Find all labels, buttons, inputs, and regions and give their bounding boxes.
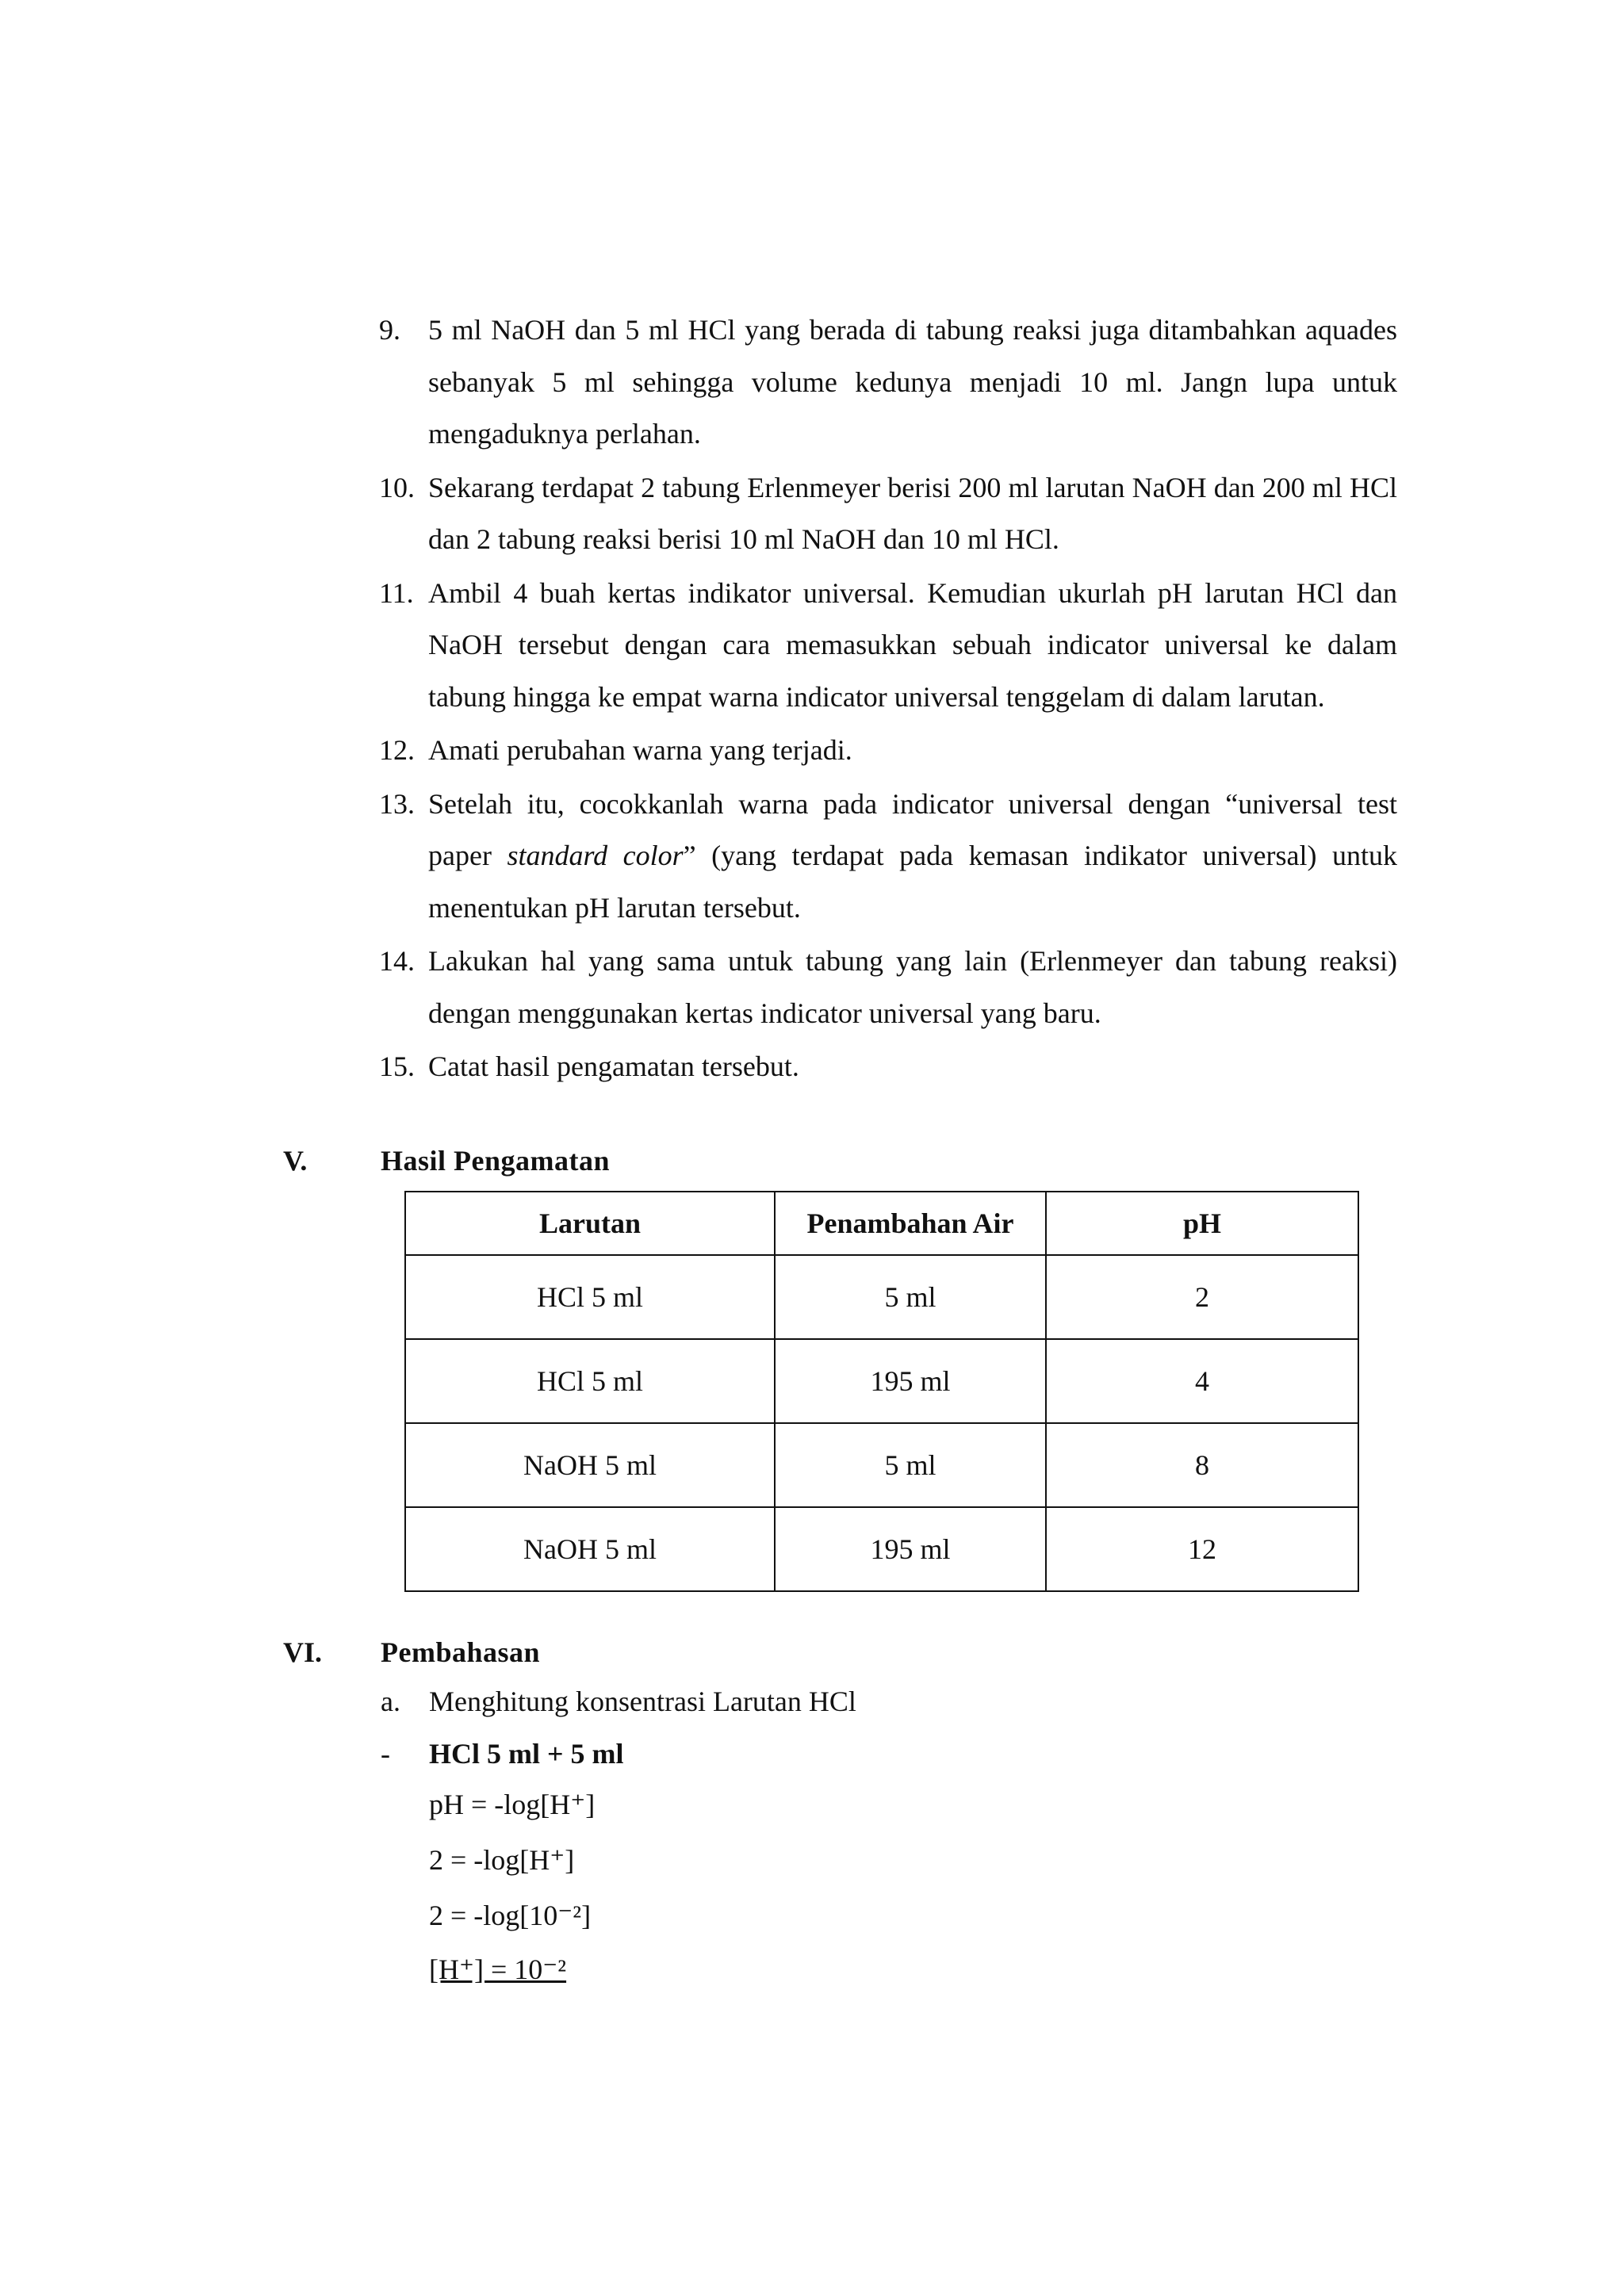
step-number: 12.	[379, 734, 415, 766]
equation-line: 2 = -log[10⁻²]	[429, 1900, 592, 1931]
section-number: V.	[283, 1145, 308, 1177]
step-item	[379, 1041, 1397, 1093]
step-text: Ambil 4 buah kertas indikator universal. Kemudian ukurlah pH larutan HCl dan NaOH tersebut dengan cara memasukkan sebuah indicator universal ke dalam tabung hingga ke empat warna indicator universal tenggelam di dalam larutan.	[428, 576, 1397, 713]
step-text: Amati perubahan warna yang terjadi.	[428, 734, 852, 766]
table-row	[405, 1507, 1358, 1591]
table-cell: 8	[1046, 1423, 1358, 1507]
step-text-part: ” (yang terdapat pada kemasan indikator universal) untuk menentukan pH larutan tersebut.	[428, 840, 1397, 924]
step-number: 13.	[379, 787, 415, 820]
step-item	[379, 568, 1397, 724]
equation-line: pH = -log[H⁺]	[429, 1789, 596, 1820]
step-number: 11.	[379, 576, 414, 609]
table-row	[405, 1339, 1358, 1423]
step-item	[379, 779, 1397, 935]
step-text-italic: standard color	[507, 840, 684, 871]
section-number: VI.	[283, 1636, 323, 1668]
step-number: 9.	[379, 314, 400, 346]
step-text: Sekarang terdapat 2 tabung Erlenmeyer berisi 200 ml larutan NaOH dan 200 ml HCl dan 2 tabung reaksi berisi 10 ml NaOH dan 10 ml HCl.	[428, 471, 1397, 555]
column-header: Penambahan Air	[775, 1192, 1046, 1255]
step-item	[379, 725, 1397, 777]
step-number: 14.	[379, 945, 415, 977]
table-cell: 4	[1046, 1339, 1358, 1423]
table-cell: NaOH 5 ml	[405, 1423, 775, 1507]
equation-result: [H⁺] = 10⁻²	[429, 1954, 567, 1985]
results-table	[404, 1191, 1359, 1592]
table-cell: 195 ml	[775, 1507, 1046, 1591]
section-title: Hasil Pengamatan	[381, 1145, 611, 1177]
table-cell: 195 ml	[775, 1339, 1046, 1423]
table-cell: NaOH 5 ml	[405, 1507, 775, 1591]
table-cell: 12	[1046, 1507, 1358, 1591]
table-cell: HCl 5 ml	[405, 1255, 775, 1339]
column-header: pH	[1046, 1192, 1358, 1255]
step-text: Catat hasil pengamatan tersebut.	[428, 1050, 799, 1082]
sub-item-text: Menghitung konsentrasi Larutan HCl	[429, 1686, 856, 1717]
step-number: 15.	[379, 1050, 415, 1082]
step-item	[379, 304, 1397, 461]
step-text	[428, 788, 1397, 924]
table-cell: 5 ml	[775, 1255, 1046, 1339]
step-text: Lakukan hal yang sama untuk tabung yang lain (Erlenmeyer dan tabung reaksi) dengan menggunakan kertas indicator universal yang baru.	[428, 945, 1397, 1029]
calculation-title: HCl 5 ml + 5 ml	[429, 1738, 624, 1770]
section-title: Pembahasan	[381, 1636, 541, 1668]
procedure-steps	[379, 304, 1397, 1095]
step-text: 5 ml NaOH dan 5 ml HCl yang berada di tabung reaksi juga ditambahkan aquades sebanyak 5 ml sehingga volume kedunya menjadi 10 ml. Jangn lupa untuk mengaduknya perlahan.	[428, 314, 1397, 450]
step-number: 10.	[379, 471, 415, 503]
step-item	[379, 462, 1397, 566]
step-text-part: Setelah itu, cocokkanlah warna pada indicator universal dengan “universal test paper	[428, 787, 1397, 871]
sub-item-label: a.	[381, 1686, 400, 1717]
step-item	[379, 936, 1397, 1039]
dash-bullet: -	[381, 1738, 390, 1770]
table-row	[405, 1255, 1358, 1339]
equation-line: 2 = -log[H⁺]	[429, 1844, 575, 1876]
table-cell: 2	[1046, 1255, 1358, 1339]
table-header-row	[405, 1192, 1358, 1255]
column-header: Larutan	[405, 1192, 775, 1255]
table-row	[405, 1423, 1358, 1507]
table-cell: HCl 5 ml	[405, 1339, 775, 1423]
table-cell: 5 ml	[775, 1423, 1046, 1507]
